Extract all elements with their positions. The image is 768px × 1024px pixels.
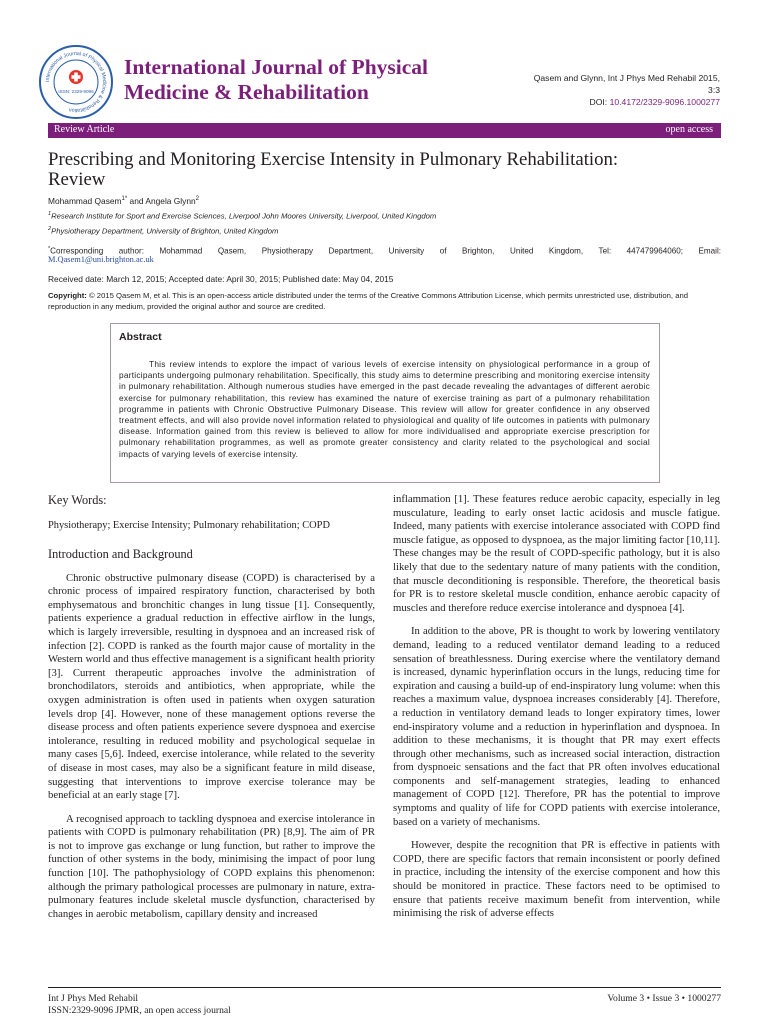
- open-access-label: open access: [665, 124, 713, 135]
- journal-logo: [38, 44, 114, 120]
- paragraph: In addition to the above, PR is thought to work by lowering ventilatory demand, leading to a reduced ventilator demand leading to a reduced sensation of breathlessness. During exercise where the ventilatory demand is increased, dynamic hyperinflation occurs in the lungs, reducing time for expiration and causing a build-up of end-inspiratory lung volume: when this reaches a maximum value, dyspnoea increases considerably [4]. Therefore, a reduction in ventilatory demand leads to longer expiratory times, lower end-inspiratory volume and a reduction in hyperinflation and dyspnoea. In addition to these mechanisms, it is thought that PR may exert effects through other mechanisms, such as increased social interaction, distraction from dyspnoeic sensations and the fact that PR often involves educational components and self-management strategies, leading to enhanced management of COPD [12]. Therefore, PR has the potential to improve symptoms and quality of life for COPD patients with exercise intolerance, based on a variety of mechanisms.: [393, 625, 720, 828]
- paragraph: Chronic obstructive pulmonary disease (COPD) is characterised by a chronic process of impaired respiratory function, characterised by both emphysematous and bronchitic changes in lung tissue [1]. Consequently, patients experience a gradual reduction in effective airflow in the lungs, which is largely irreversible, resulting in dyspnoea and an increased risk of infection [2]. COPD is ranked as the fourth major cause of mortality in the Western world and thus effective management is a significant health priority [3]. Current therapeutic approaches involve the administration of bronchodilators, steroids and antibiotics, when appropriate, while the oxygen administration is often used in patients when oxygen saturation levels drop [4]. However, none of these management options reverse the disease process and often patients experience severe dyspnoea and exercise intolerance, resulting in reduced mobility and psychological sequelae in many cases [5,6]. Indeed, exercise intolerance, while related to the severity of disease in most cases, may also be a significant feature in mild disease, suggesting that interventions to improve exercise tolerance may be beneficial at an early stage [7].: [48, 571, 375, 802]
- email-link[interactable]: M.Qasem1@uni.brighton.ac.uk: [48, 255, 154, 264]
- citation-volume: 3:3: [708, 85, 720, 95]
- abstract-text: This review intends to explore the impact of various levels of exercise intensity on physiological performance in a group of participants undergoing pulmonary rehabilitation. Specifically, this study aims to determine prescribing and monitoring exercise intensity in pulmonary rehabilitation. Although numerous studies have emerged in the past decade revealing the advantages of different aerobic exercise for pulmonary rehabilitation, this review has examined the nature of exercise training as part of a pulmonary rehabilitation programme in patients with Chronic Obstructive Pulmonary Disease. This review will allow for greater confidence in any observed treatment effects, and will also provide novel information related to physiological and quality of life outcomes in patients with pulmonary disease. Information gained from this review is believed to allow for more individualised and appropriate exercise prescription for pulmonary rehabilitation programmes, as well as promote greater consistency and clarity related to the psychological and social impacts of varying levels of exercise intensity.: [119, 359, 650, 459]
- copyright-notice: Copyright: © 2015 Qasem M, et al. This is an open-access article distributed under the terms of the Creative Commons Attribution License, which permits unrestricted use, distribution, and reproduction in any medium, provided the original author and source are credited.: [48, 291, 689, 311]
- paragraph: inflammation [1]. These features reduce aerobic capacity, especially in leg musculature, leading to early onset lactic acidosis and muscle fatigue. Indeed, many patients with exercise intolerance associated with COPD find muscle fatigue, as opposed to dyspnoea, as the major limiting factor [10,11]. These changes may be the result of COPD-specific pathology, but it is also likely that due to the sedentary nature of many patients with the condition, that muscle deconditioning is responsible. Therefore, the theoretical basis for PR is to restore skeletal muscle condition, enhance aerobic capacity of muscles and therefore reduce exercise intolerance and dyspnoea [4].: [393, 493, 720, 614]
- abstract-box: [110, 323, 660, 483]
- authors: Mohammad Qasem$^{1*}$ and Angela Glynn$^2$: [48, 196, 200, 206]
- logo-issn: ISSN: 2329-9096: [58, 89, 94, 94]
- keywords: Physiotherapy; Exercise Intensity; Pulmonary rehabilitation; COPD: [48, 520, 330, 531]
- footer-volume: Volume 3 • Issue 3 • 1000277: [607, 993, 721, 1004]
- right-column: [393, 493, 720, 921]
- article-type-bar: [48, 123, 721, 138]
- footer-journal: Int J Phys Med Rehabil ISSN:2329-9096 JPMR, an open access journal: [48, 993, 231, 1016]
- left-column: [48, 493, 375, 921]
- footer-divider: [48, 987, 721, 988]
- doi-link[interactable]: 10.4172/2329-9096.1000277: [609, 97, 720, 107]
- citation-line: Qasem and Glynn, Int J Phys Med Rehabil 2015,: [533, 73, 720, 83]
- logo-text: International Journal of Physical Medicine & Rehabilitation: [44, 50, 108, 114]
- article-type-label: Review Article: [54, 124, 115, 135]
- journal-title: International Journal of Physical Medicine & Rehabilitation: [124, 55, 429, 104]
- paragraph: However, despite the recognition that PR is effective in patients with COPD, there are specific factors that remain inconsistent or poorly defined in practice, including the intensity of the exercise component and how this should be monitored in practice. These factors need to be optimised to ensure that patients receive maximum benefit from intervention, while minimising the risk of adverse effects: [393, 839, 720, 920]
- keywords-heading: Key Words:: [48, 493, 107, 507]
- article-title: Prescribing and Monitoring Exercise Intensity in Pulmonary Rehabilitation: Review: [48, 149, 619, 190]
- affiliation-2: $^2$Physiotherapy Department, University of Brighton, United Kingdom: [48, 226, 279, 236]
- abstract-heading: Abstract: [119, 331, 162, 343]
- affiliation-1: $^1$Research Institute for Sport and Exercise Sciences, Liverpool John Moores University, Liverpool, United Kingdom: [48, 211, 437, 221]
- section-heading: Introduction and Background: [48, 546, 193, 561]
- article-dates: Received date: March 12, 2015; Accepted date: April 30, 2015; Published date: May 04, 2015: [48, 274, 394, 284]
- citation-block: Qasem and Glynn, Int J Phys Med Rehabil 2015, 3:3 DOI: 10.4172/2329-9096.1000277: [533, 73, 720, 107]
- paragraph: A recognised approach to tackling dyspnoea and exercise intolerance in patients with COPD is pulmonary rehabilitation (PR) [8,9]. The aim of PR is not to improve gas exchange or lung function, but rather to improve the function of other systems in the body, minimising the impact of poor lung function [10]. The pathophysiology of COPD explains this phenomenon: although the primary pathological processes are pulmonary in nature, extra-pulmonary features include skeletal muscle dysfunction, characterised by changes in aerobic metabolism, capillary density and increased: [48, 812, 375, 920]
- corresponding-author: *Corresponding author: Mohammad Qasem, Physiotherapy Department, University of Brighton, United Kingdom, Tel: 447479964060; Email:: [48, 246, 721, 256]
